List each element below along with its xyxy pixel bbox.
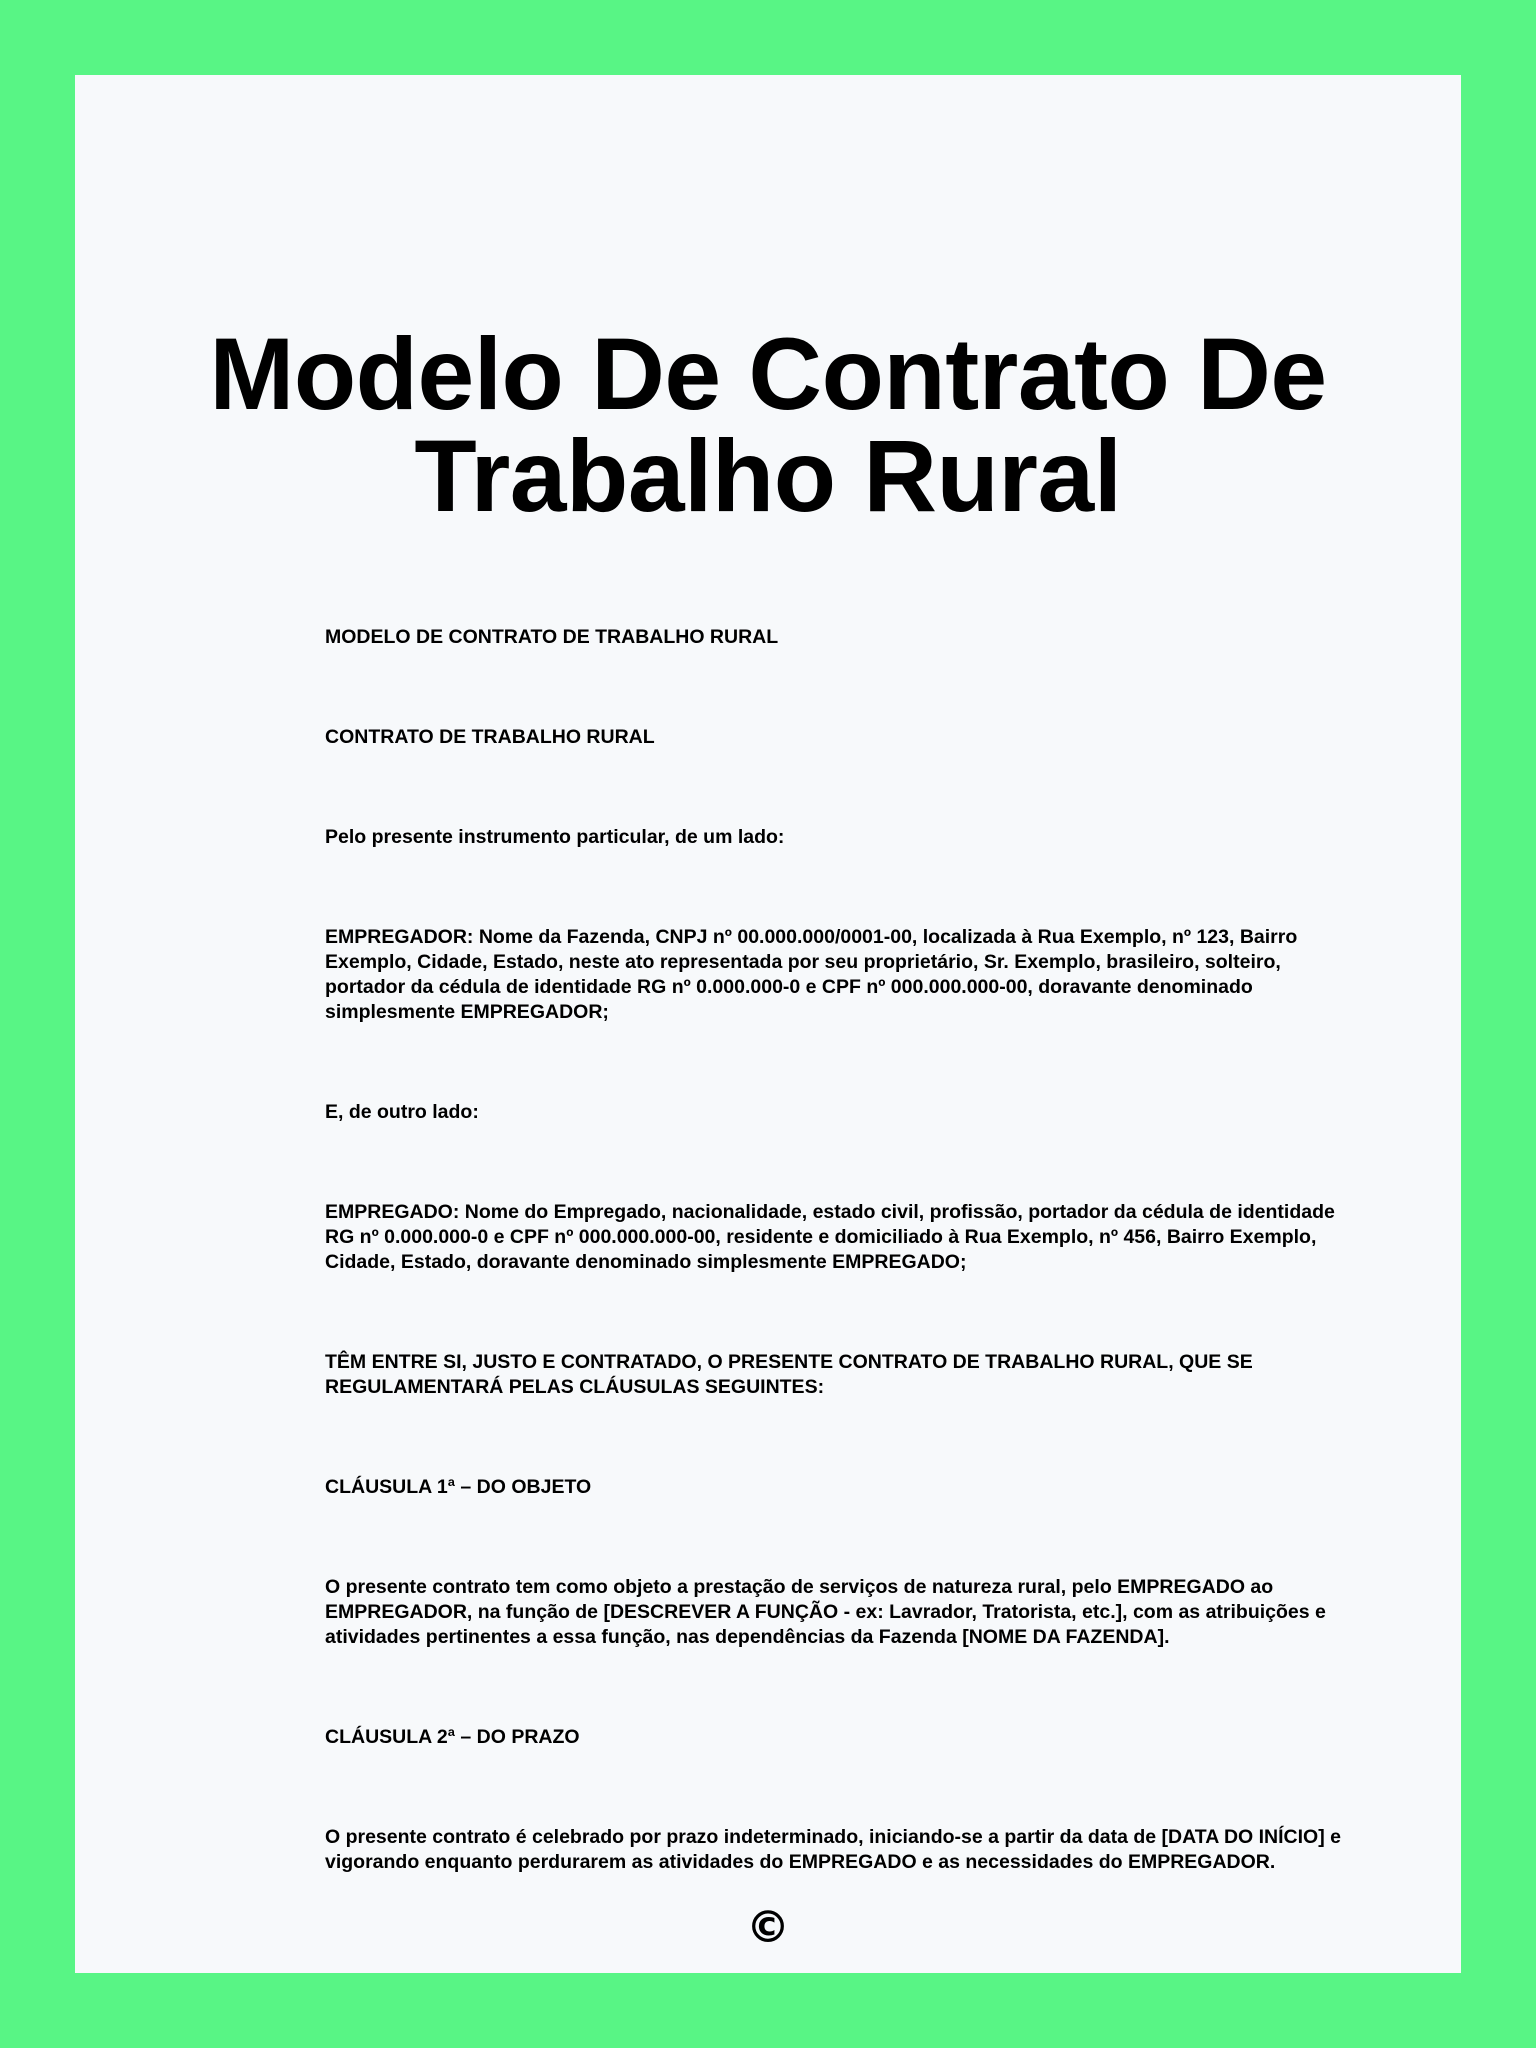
document-page (75, 75, 1461, 1973)
paragraph-employer: EMPREGADOR: Nome da Fazenda, CNPJ nº 00.000.000/0001-00, localizada à Rua Exemplo, nº 123, Bairro Exemplo, Cidade, Estado, neste ato representada por seu proprietário, Sr. Exemplo, brasileiro, solteiro, portador da cédula de identidade RG nº 0.000.000-0 e CPF nº 000.000.000-00, doravante denominado simplesmente EMPREGADOR; (325, 926, 1298, 1023)
heading-model: MODELO DE CONTRATO DE TRABALHO RURAL (325, 626, 779, 648)
paragraph-other-side: E, de outro lado: (325, 1101, 479, 1123)
clause-2-text: O presente contrato é celebrado por prazo indeterminado, iniciando-se a partir da data de [DATA DO INÍCIO] e vigorando enquanto perdurarem as atividades do EMPREGADO e as necessidades do EMPREGADOR. (325, 1826, 1341, 1873)
title-line-2: Trabalho Rural (414, 419, 1122, 533)
paragraph-employee: EMPREGADO: Nome do Empregado, nacionalidade, estado civil, profissão, portador da cédula de identidade RG nº 0.000.000-0 e CPF nº 000.000.000-00, residente e domiciliado à Rua Exemplo, nº 456, Bairro Exemplo, Cidade, Estado, doravante denominado simplesmente EMPREGADO; (325, 1201, 1335, 1273)
paragraph-agreement: TÊM ENTRE SI, JUSTO E CONTRATADO, O PRESENTE CONTRATO DE TRABALHO RURAL, QUE SE REGULAMENTARÁ PELAS CLÁUSULAS SEGUINTES: (325, 1351, 1253, 1398)
document-title (75, 317, 1461, 533)
clause-2-heading: CLÁUSULA 2ª – DO PRAZO (325, 1726, 580, 1748)
copyright-icon: © (746, 1902, 790, 1953)
paragraph-intro: Pelo presente instrumento particular, de um lado: (325, 826, 785, 848)
clause-1-heading: CLÁUSULA 1ª – DO OBJETO (325, 1476, 592, 1498)
clause-1-text: O presente contrato tem como objeto a prestação de serviços de natureza rural, pelo EMPREGADO ao EMPREGADOR, na função de [DESCREVER A FUNÇÃO - ex: Lavrador, Tratorista, etc.], com as atribuições e atividades pertinentes a essa função, nas dependências da Fazenda [NOME DA FAZENDA]. (325, 1576, 1326, 1648)
heading-contract: CONTRATO DE TRABALHO RURAL (325, 726, 655, 748)
document-body (325, 625, 1350, 1950)
title-line-1: Modelo De Contrato De (209, 317, 1327, 431)
